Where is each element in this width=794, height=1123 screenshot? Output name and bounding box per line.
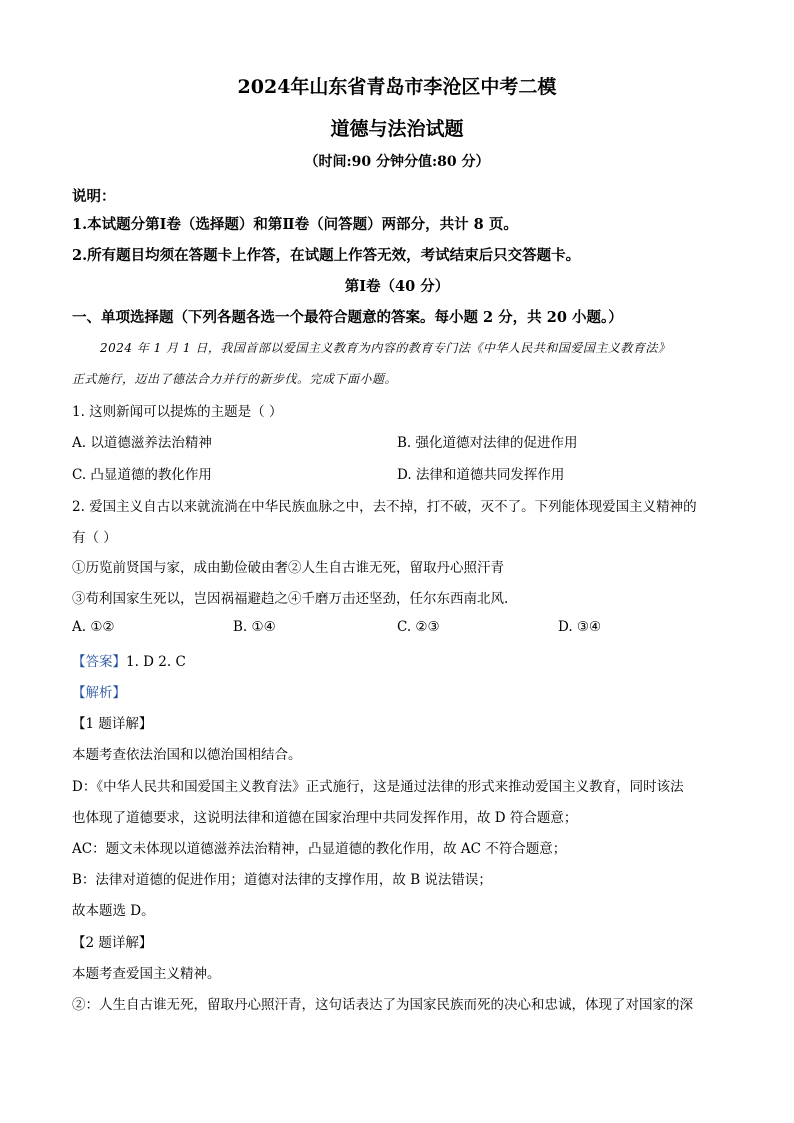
q2-option-d: D. ③④ (558, 619, 602, 635)
q2-stem-line-2: 有（ ） (72, 530, 117, 546)
q1-analysis-line-2: D：《中华人民共和国爱国主义教育法》正式施行，这是通过法律的形式来推动爱国主义教育，同时该法 (72, 779, 684, 795)
answer-value: 1. D 2. C (126, 654, 186, 670)
q1-option-b: B. 强化道德对法律的促进作用 (397, 435, 578, 451)
q1-option-c: C. 凸显道德的教化作用 (72, 467, 212, 483)
q2-analysis-heading: 【2 题详解】 (72, 935, 153, 951)
q2-items-line-2: ③苟利国家生死以，岂因祸福避趋之④千磨万击还坚劲，任尔东西南北风. (72, 591, 509, 607)
q1-analysis-heading: 【1 题详解】 (72, 716, 153, 732)
notes-label: 说明： (72, 188, 116, 205)
subject-title: 道德与法治试题 (330, 118, 464, 140)
volume-title: 第Ⅰ卷（40 分） (344, 278, 450, 295)
time-score-note: （时间:90 分钟分值:80 分） (304, 154, 490, 170)
q2-option-b: B. ①④ (233, 619, 276, 635)
note-item-2: 2.所有题目均须在答题卡上作答，在试题上作答无效，考试结束后只交答题卡。 (72, 247, 581, 264)
q2-items-line-1: ①历览前贤国与家，成由勤俭破由奢②人生自古谁无死，留取丹心照汗青 (72, 560, 504, 576)
material-line-2: 正式施行，迈出了德法合力并行的新步伐。完成下面小题。 (72, 372, 398, 386)
note-item-1: 1.本试题分第Ⅰ卷（选择题）和第Ⅱ卷（问答题）两部分，共计 8 页。 (72, 216, 518, 233)
answer-line (72, 650, 186, 670)
q1-option-d: D. 法律和道德共同发挥作用 (397, 467, 565, 483)
part-title: 一、单项选择题（下列各题各选一个最符合题意的答案。每小题 2 分，共 20 小题。） (72, 309, 623, 326)
q1-analysis-line-3: 也体现了道德要求，这说明法律和道德在国家治理中共同发挥作用，故 D 符合题意； (72, 810, 578, 826)
q1-analysis-line-6: 故本题选 D。 (72, 903, 155, 919)
q1-analysis-line-1: 本题考查依法治国和以德治国相结合。 (72, 747, 302, 763)
q2-analysis-line-1: 本题考查爱国主义精神。 (72, 966, 221, 982)
q2-stem-line-1: 2. 爱国主义自古以来就流淌在中华民族血脉之中，去不掉，打不破，灭不了。下列能体现爱国主义精神的 (72, 499, 697, 515)
q2-option-a: A. ①② (72, 619, 115, 635)
q1-stem: 1. 这则新闻可以提炼的主题是（ ） (72, 404, 283, 420)
q2-option-c: C. ②③ (397, 619, 440, 635)
q1-analysis-line-5: B：法律对道德的促进作用；道德对法律的支撑作用，故 B 说法错误； (72, 872, 492, 888)
page-title: 2024年山东省青岛市李沧区中考二模 (237, 76, 557, 98)
material-line-1: 2024 年 1 月 1 日，我国首部以爱国主义教育为内容的教育专门法《中华人民共和国爱国主义教育法》 (100, 341, 671, 355)
answer-label: 【答案】 (72, 654, 126, 670)
q1-analysis-line-4: AC：题文未体现以道德滋养法治精神，凸显道德的教化作用，故 AC 不符合题意； (72, 841, 567, 857)
q2-analysis-line-2: ②：人生自古谁无死，留取丹心照汗青，这句话表达了为国家民族而死的决心和忠诚，体现了对国家的深 (72, 997, 693, 1013)
analysis-label: 【解析】 (72, 685, 126, 701)
q1-option-a: A. 以道德滋养法治精神 (72, 435, 212, 451)
